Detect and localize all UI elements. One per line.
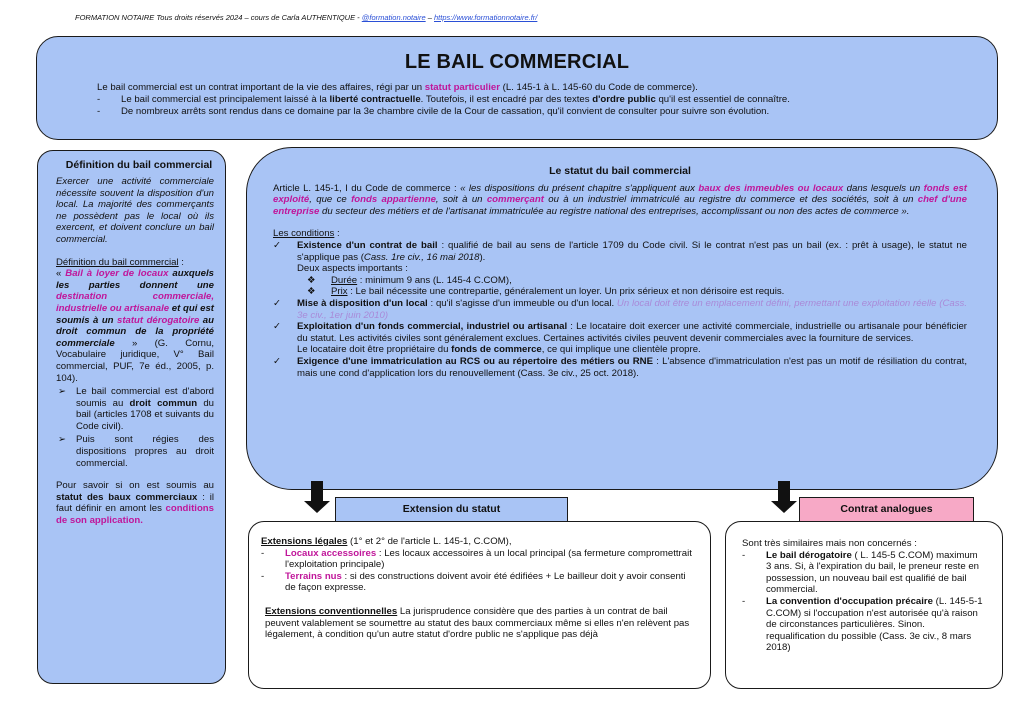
article-quote: Article L. 145-1, I du Code de commerce : « les dispositions du présent chapitre s'appliquent aux baux des immeubles ou locaux dans lesquels un fonds est exploité, que ce fonds appartienne, soit à un commerçant ou à un industriel immatriculé au registre du commerce et des sociétés, soit à un chef d'une entreprise du secteur des métiers et de l'artisanat immatriculée au registre national des entreprises, accomplissant ou non des actes de commerce ». xyxy=(273,182,967,217)
down-arrow-icon xyxy=(304,481,330,513)
diamond-bullet-icon: ❖ xyxy=(307,286,316,298)
definition-intro: Exercer une activité commerciale nécessite souvent la disposition d'un local. La majorité des commerçants ne possèdent pas le local où ils exercent, et doivent conclure un bail commercial. xyxy=(56,176,214,245)
list-item: - Le bail dérogatoire ( L. 145-5 C.COM) maximum 3 ans. Si, à l'expiration du bail, le preneur reste en possession, un nouveau bail est qualifié de bail commercial. xyxy=(742,549,980,596)
definition-quote: Définition du bail commercial : « Bail à loyer de locaux auxquels les parties donnent une destination commerciale, industrielle ou artisanale et qui est soumis à un statut dérogatoire au droit commun de la propriété commerciale » (G. Cornu, Vocabulaire juridique, V° Bail commercial, PUF, 7e éd., 2005, p. 104). xyxy=(56,256,215,384)
arrow-bullet-icon: ➢ xyxy=(58,434,67,446)
list-item: ➢ Puis sont régies des dispositions propres au droit commercial. xyxy=(58,434,214,469)
intro-line-3: - De nombreux arrêts sont rendus dans ce domaine par la 3e chambre civile de la Cour de cassation, qu'il convient de consulter pour suivre son évolution. xyxy=(97,106,770,117)
intro-text xyxy=(97,82,987,118)
conditions-heading: Les conditions : xyxy=(273,228,340,240)
extension-box xyxy=(248,521,711,689)
analogues-box xyxy=(725,521,1003,689)
aspects-heading: Deux aspects importants : xyxy=(297,263,408,275)
list-item: - Terrains nus : si des constructions doivent avoir été édifiées + Le bailleur doit y avoir consenti de façon expresse. xyxy=(261,570,686,594)
intro-line-2: - Le bail commercial est principalement laissé à la liberté contractuelle. Toutefois, il est encadré par des textes d'ordre public qu'il est essentiel de connaître. xyxy=(97,94,790,105)
analogues-label: Contrat analogues xyxy=(799,497,974,522)
header-prefix: FORMATION NOTAIRE Tous droits réservés 2024 – cours de Carla AUTHENTIQUE - xyxy=(75,13,362,22)
analogues-intro: Sont très similaires mais non concernés : xyxy=(742,538,917,549)
condition-item: ✓ Exigence d'une immatriculation au RCS ou au répertoire des métiers ou RNE : L'absence d'immatriculation n'est pas un motif de résiliation du contrat, mais une cond d'application lors du renouvellement (Cass. 3e civ., 25 oct. 2018). xyxy=(273,355,968,379)
condition-item: ✓ Exploitation d'un fonds commercial, industriel ou artisanal : Le locataire doit exercer une activité commerciale, industrielle ou artisanale pour bénéficier du statut. Les activités civiles sont généralement exclues. Certaines activités civiles peuvent devenir commerciales avec la fourniture de services. Le locataire doit être propriétaire du fonds de commerce, ce qui implique une clientèle propre. xyxy=(273,321,968,356)
checkmark-icon: ✓ xyxy=(273,297,282,309)
intro-line-1: Le bail commercial est un contrat important de la vie des affaires, régi par un statut particulier (L. 145-1 à L. 145-60 du Code de commerce). xyxy=(97,82,698,93)
social-link[interactable]: @formation.notaire xyxy=(361,13,426,22)
checkmark-icon: ✓ xyxy=(273,355,282,367)
statut-box xyxy=(246,147,998,490)
list-item: - Locaux accessoires : Les locaux accessoires à un local principal (sa fermeture compromettrait l'exploitation principale) xyxy=(261,547,692,571)
aspect-item: ❖ Prix : Le bail nécessite une contrepartie, généralement un loyer. Un prix sérieux et non dérisoire est requis. xyxy=(307,286,785,298)
aspect-item: ❖ Durée : minimum 9 ans (L. 145-4 C.COM), xyxy=(307,274,512,286)
page-title: LE BAIL COMMERCIAL xyxy=(404,51,630,73)
list-item: ➢ Le bail commercial est d'abord soumis au droit commun du bail (articles 1708 et suivants du Code civil). xyxy=(58,386,214,432)
extension-label: Extension du statut xyxy=(335,497,568,522)
definition-title: Définition du bail commercial xyxy=(65,159,213,171)
definition-box xyxy=(37,150,226,684)
conventional-extensions: Extensions conventionnelles La jurisprudence considère que des parties à un contrat de bail peuvent valablement se soumettre au statut des baux commerciaux même si elles n'en relèvent pas légalement, à condition qu'un autre statut d'ordre public ne s'applique pas déjà xyxy=(265,605,690,641)
checkmark-icon: ✓ xyxy=(273,239,282,251)
definition-outro: Pour savoir si on est soumis au statut des baux commerciaux : il faut définir en amont les conditions de son application. xyxy=(56,480,214,527)
header-separator: – xyxy=(425,13,434,22)
page-header xyxy=(75,13,537,22)
website-link[interactable]: https://www.formationnotaire.fr/ xyxy=(434,13,538,22)
list-item: - La convention d'occupation précaire (L. 145-5-1 C.COM) si l'occupation n'est autorisée qu'à raison de circonstances particulières. Sinon. requalification du possible (Cass. 3e civ., 8 mars 2018) xyxy=(742,595,983,654)
diamond-bullet-icon: ❖ xyxy=(307,274,316,286)
down-arrow-icon xyxy=(771,481,797,513)
arrow-bullet-icon: ➢ xyxy=(58,386,67,398)
statut-title: Le statut du bail commercial xyxy=(549,165,691,177)
condition-item: ✓ Existence d'un contrat de bail : qualifié de bail au sens de l'article 1709 du Code civil. Si le contrat n'est pas un bail (ex. : prêt à usage), le statut ne s'applique pas (Cass. 1re civ., 16 mai 2018). xyxy=(273,239,967,263)
checkmark-icon: ✓ xyxy=(273,321,282,333)
title-box xyxy=(36,36,998,140)
legal-extensions-heading: Extensions légales (1° et 2° de l'article L. 145-1, C.COM), xyxy=(261,536,512,547)
condition-item: ✓ Mise à disposition d'un local : qu'il s'agisse d'un immeuble ou d'un local. Un local doit être un emplacement défini, permettant une exploitation réelle (Cass. 3e civ., 1er juin 2010) xyxy=(273,297,967,321)
